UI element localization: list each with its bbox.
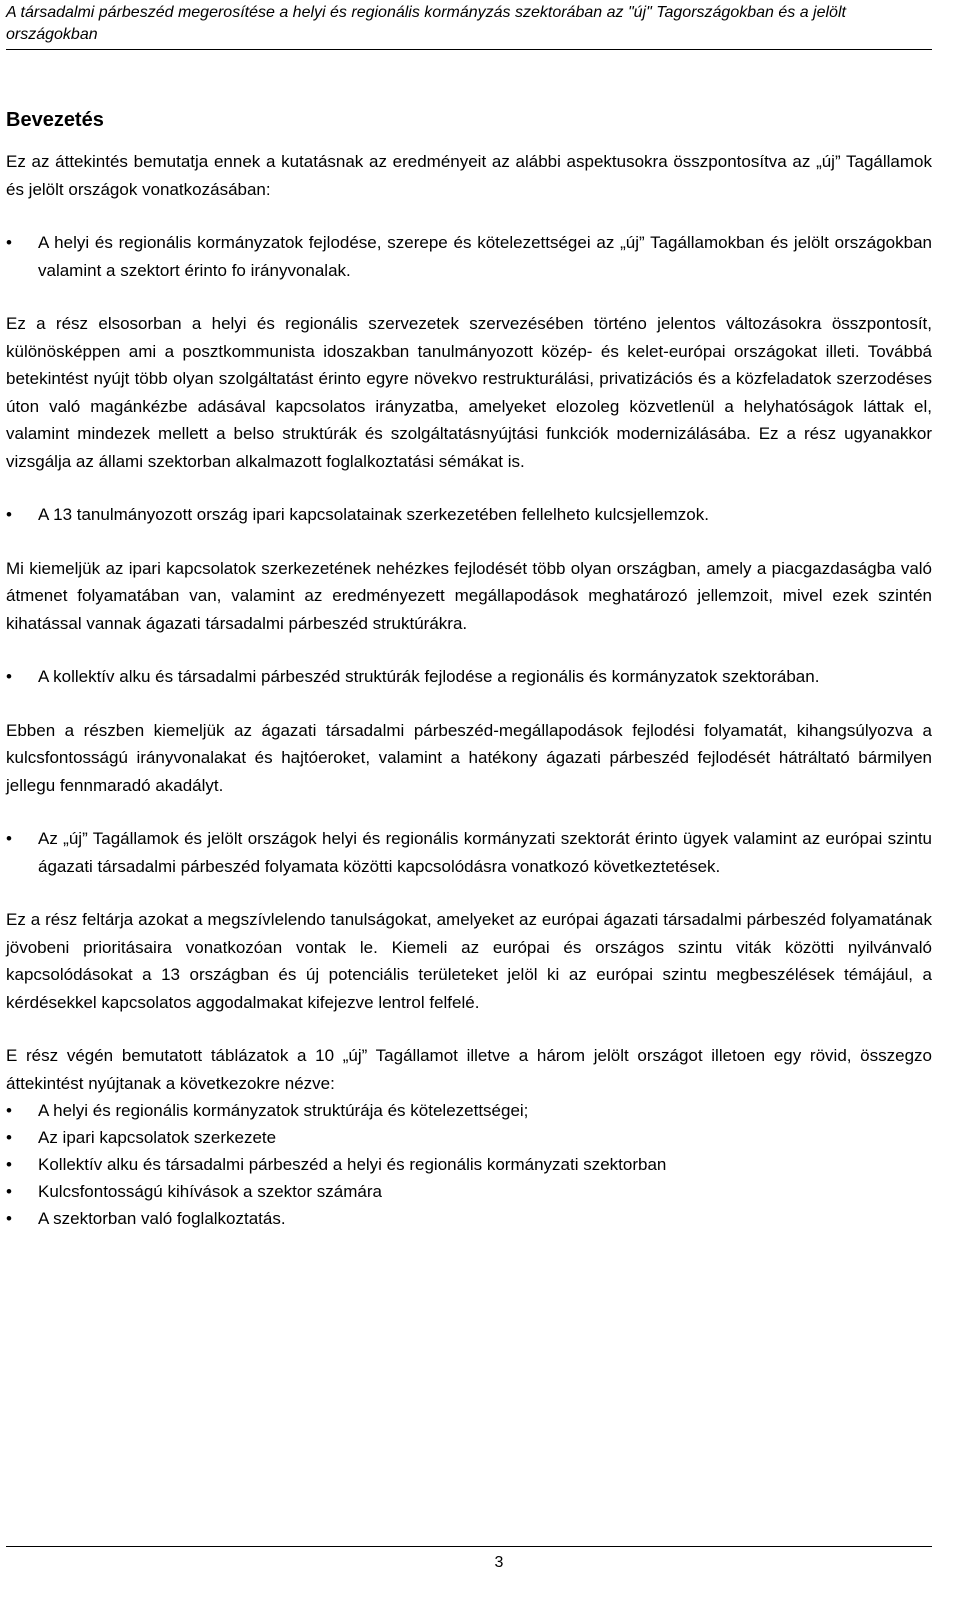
list-item-text: Kollektív alku és társadalmi párbeszéd a helyi és regionális kormányzati szektorban xyxy=(38,1155,667,1174)
bullet-list-4 xyxy=(6,825,932,880)
list-item-text: A helyi és regionális kormányzatok fejlodése, szerepe és kötelezettségei az „új” Tagállamokban és jelölt országokban valamint a szektort érinto fo irányvonalak. xyxy=(38,233,932,280)
bullet-list-2 xyxy=(6,501,932,529)
bullet-icon: • xyxy=(6,233,12,252)
list-item-text: A helyi és regionális kormányzatok struktúrája és kötelezettségei; xyxy=(38,1101,529,1120)
bullet-icon: • xyxy=(6,505,12,524)
paragraph: Ez a rész feltárja azokat a megszívlelendo tanulságokat, amelyeket az európai ágazati társadalmi párbeszéd folyamatának jövobeni prioritásaira vonatkozóan vontak le. Kiemeli az európai és országos szintu viták közötti nyilvánvaló kapcsolódásokat a 13 országban és új potenciális területeket jelöl ki az európai szintu megbeszélések témájául, a kérdésekkel kapcsolatos aggodalmakat kifejezve lentrol felfelé. xyxy=(6,910,932,1012)
list-item xyxy=(6,825,932,880)
bullet-icon: • xyxy=(6,667,12,686)
list-item xyxy=(6,663,932,691)
paragraph: Ez a rész elsosorban a helyi és regionális szervezetek szervezésében történo jelentos változásokra összpontosít, különösképpen ami a posztkommunista idoszakban tanulmányozott közép- és kelet-európai országokat illeti. Továbbá betekintést nyújt több olyan szolgáltatást érinto egyre növekvo restrukturálási, privatizációs és a közfeladatok szerzodéses úton való magánkézbe adásával kapcsolatos irányzatba, amelyeket elozoleg közvetlenül a helyhatóságok láttak el, valamint mindezek mellett a belso struktúrák és szolgáltatásnyújtási funkciók modernizálásába. Ez a rész ugyanakkor vizsgálja az állami szektorban alkalmazott foglalkoztatási sémákat is. xyxy=(6,314,932,471)
list-item-text: Az „új” Tagállamok és jelölt országok helyi és regionális kormányzati szektorát érinto ügyek valamint az európai szintu ágazati társadalmi párbeszéd folyamata közötti kapcsolódásra vonatkozó következtetések. xyxy=(38,829,932,876)
list-item xyxy=(6,1178,932,1205)
bullet-icon: • xyxy=(6,829,12,848)
list-item xyxy=(6,1124,932,1151)
list-item-text: A 13 tanulmányozott ország ipari kapcsolatainak szerkezetében fellelheto kulcsjellemzok. xyxy=(38,505,709,524)
page-footer xyxy=(6,1546,932,1573)
list-item-text: A kollektív alku és társadalmi párbeszéd struktúrák fejlodése a regionális és kormányzatok szektorában. xyxy=(38,667,820,686)
section-title: Bevezetés xyxy=(6,109,104,131)
list-item xyxy=(6,1205,932,1232)
list-item-text: A szektorban való foglalkoztatás. xyxy=(38,1209,286,1228)
list-item-text: Kulcsfontosságú kihívások a szektor számára xyxy=(38,1182,382,1201)
bullet-list-3 xyxy=(6,663,932,691)
paragraph: E rész végén bemutatott táblázatok a 10 „új” Tagállamot illetve a három jelölt országot illetoen egy rövid, összegzo áttekintést nyújtanak a következokre nézve: xyxy=(6,1046,932,1093)
list-item-text: Az ipari kapcsolatok szerkezete xyxy=(38,1128,277,1147)
bullet-list-1 xyxy=(6,229,932,284)
list-item xyxy=(6,1151,932,1178)
document-page xyxy=(6,0,932,1607)
bullet-icon: • xyxy=(6,1128,12,1147)
list-item xyxy=(6,501,932,529)
bullet-icon: • xyxy=(6,1155,12,1174)
paragraph: Ebben a részben kiemeljük az ágazati társadalmi párbeszéd-megállapodások fejlodési folyamatát, kihangsúlyozva a kulcsfontosságú irányvonalakat és hajtóeroket, valamint a hatékony ágazati párbeszéd fejlodését hátráltató bármilyen jellegu fennmaradó akadályt. xyxy=(6,720,932,795)
list-item xyxy=(6,229,932,284)
bullet-icon: • xyxy=(6,1209,12,1228)
summary-list xyxy=(6,1097,932,1232)
bullet-icon: • xyxy=(6,1101,12,1120)
document-body xyxy=(6,106,932,1232)
paragraph: Mi kiemeljük az ipari kapcsolatok szerkezetének nehézkes fejlodését több olyan országban, amely a piacgazdaságba való átmenet folyamatában van, valamint az eredményezett megállapodások meghatározó jellemzoit, mivel ezek szintén kihatással vannak ágazati társadalmi párbeszéd struktúrákra. xyxy=(6,558,932,633)
list-item xyxy=(6,1097,932,1124)
intro-paragraph: Ez az áttekintés bemutatja ennek a kutatásnak az eredményeit az alábbi aspektusokra összpontosítva az „új” Tagállamok és jelölt országok vonatkozásában: xyxy=(6,152,932,199)
bullet-icon: • xyxy=(6,1182,12,1201)
page-number: 3 xyxy=(494,1554,504,1571)
running-header: A társadalmi párbeszéd megerosítése a helyi és regionális kormányzás szektorában az "új" Tagországokban és a jelölt országokban xyxy=(6,2,932,50)
